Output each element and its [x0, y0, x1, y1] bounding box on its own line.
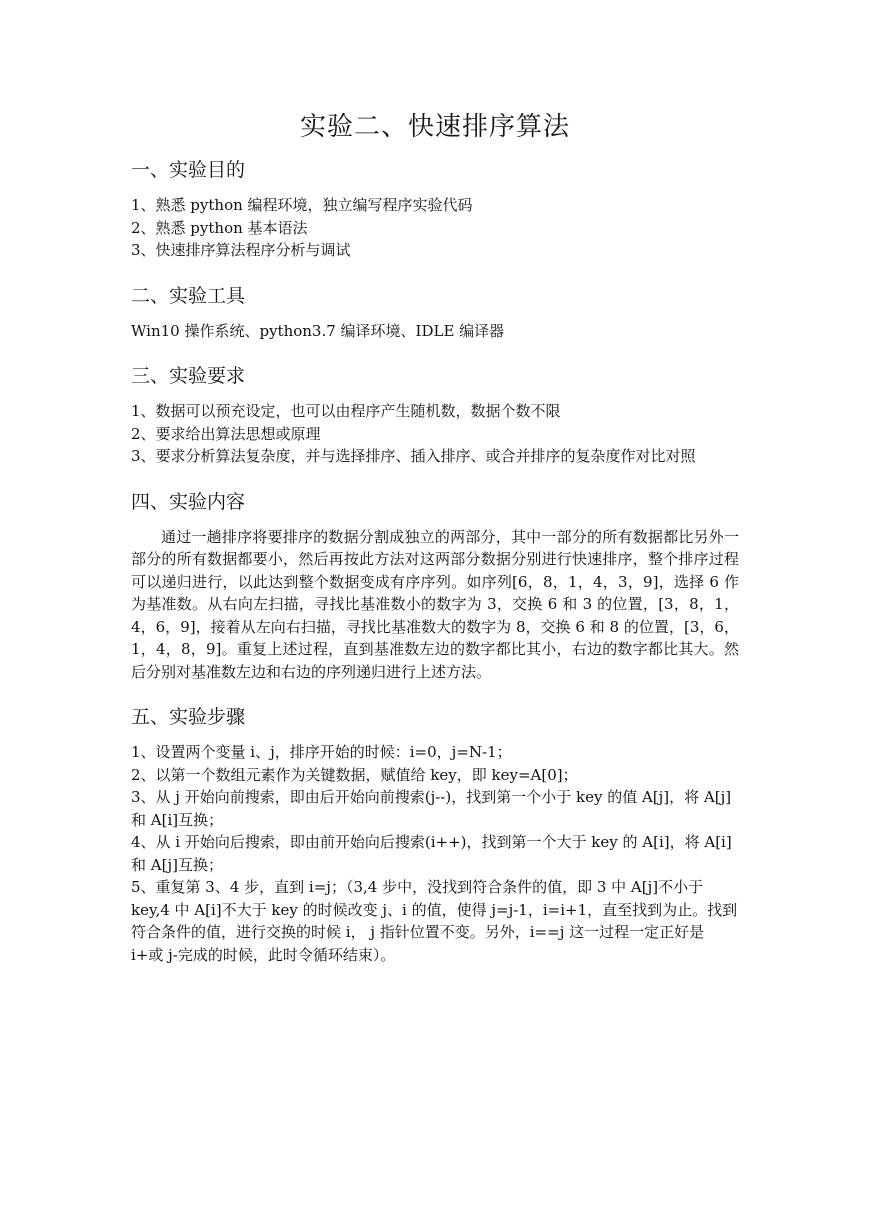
list-item: 2、以第一个数组元素作为关键数据，赋值给 key，即 key=A[0]； [131, 765, 578, 784]
list-item: 1、熟悉 python 编程环境，独立编写程序实验代码 [131, 196, 473, 214]
list-item: 1、数据可以预充设定，也可以由程序产生随机数，数据个数不限 [131, 402, 561, 420]
section-heading: 四、实验内容 [131, 490, 246, 513]
list-item: 2、熟悉 python 基本语法 [131, 218, 308, 237]
document-title: 实验二、快速排序算法 [299, 112, 570, 142]
list-item: 3、要求分析算法复杂度，并与选择排序、插入排序、或合并排序的复杂度作对比对照 [131, 447, 696, 465]
document-body [131, 108, 739, 966]
list-item: 3、快速排序算法程序分析与调试 [131, 241, 351, 259]
section-heading: 五、实验步骤 [131, 706, 246, 728]
list-item: 5、重复第 3、4 步，直到 i=j；（3,4 步中，没找到符合条件的值，即 3 中 A[j]不小于 key,4 中 A[i]不大于 key 的时候改变 j、i 的值，使得 j=j-1，i=i+1，直至找到为止。找到符合条件的值，进行交换的时候 i， j 指针位置不变。另外，i==j 这一过程一定正好是 i+或 j-完成的时候，此时令循环结束）。 [131, 878, 738, 964]
content-paragraph: 通过一趟排序将要排序的数据分割成独立的两部分，其中一部分的所有数据都比另外一部分的所有数据都要小，然后再按此方法对这两部分数据分别进行快速排序，整个排序过程可以递归进行，以此达到整个数据变成有序序列。如序列[6，8，1，4，3，9]，选择 6 作为基准数。从右向左扫描，寻找比基准数小的数字为 3，交换 6 和 3 的位置，[3，8，1，4，6，9]，接着从左向右扫描，寻找比基准数大的数字为 8，交换 6 和 8 的位置，[3，6，1，4，8，9]。重复上述过程，直到基准数左边的数字都比其小，右边的数字都比其大。然后分别对基准数左边和右边的序列递归进行上述方法。 [131, 527, 739, 681]
section-heading: 二、实验工具 [131, 284, 246, 307]
list-item: 3、从 j 开始向前搜索，即由后开始向前搜索(j--)，找到第一个小于 key 的值 A[j]，将 A[j]和 A[i]互换； [131, 788, 732, 829]
section-heading: 一、实验目的 [131, 159, 246, 181]
list-item: Win10 操作系统、python3.7 编译环境、IDLE 编译器 [131, 321, 505, 340]
section-requirements [131, 362, 739, 468]
section-steps [131, 703, 739, 966]
list-item: 1、设置两个变量 i、j，排序开始的时候：i=0，j=N-1； [131, 743, 512, 761]
section-content [131, 488, 739, 684]
section-tools [131, 282, 739, 343]
list-item: 2、要求给出算法思想或原理 [131, 424, 321, 443]
list-item: 4、从 i 开始向后搜索，即由前开始向后搜索(i++)，找到第一个大于 key 的 A[i]，将 A[i]和 A[j]互换； [131, 833, 732, 874]
section-heading: 三、实验要求 [131, 365, 246, 387]
section-purpose [131, 156, 739, 262]
